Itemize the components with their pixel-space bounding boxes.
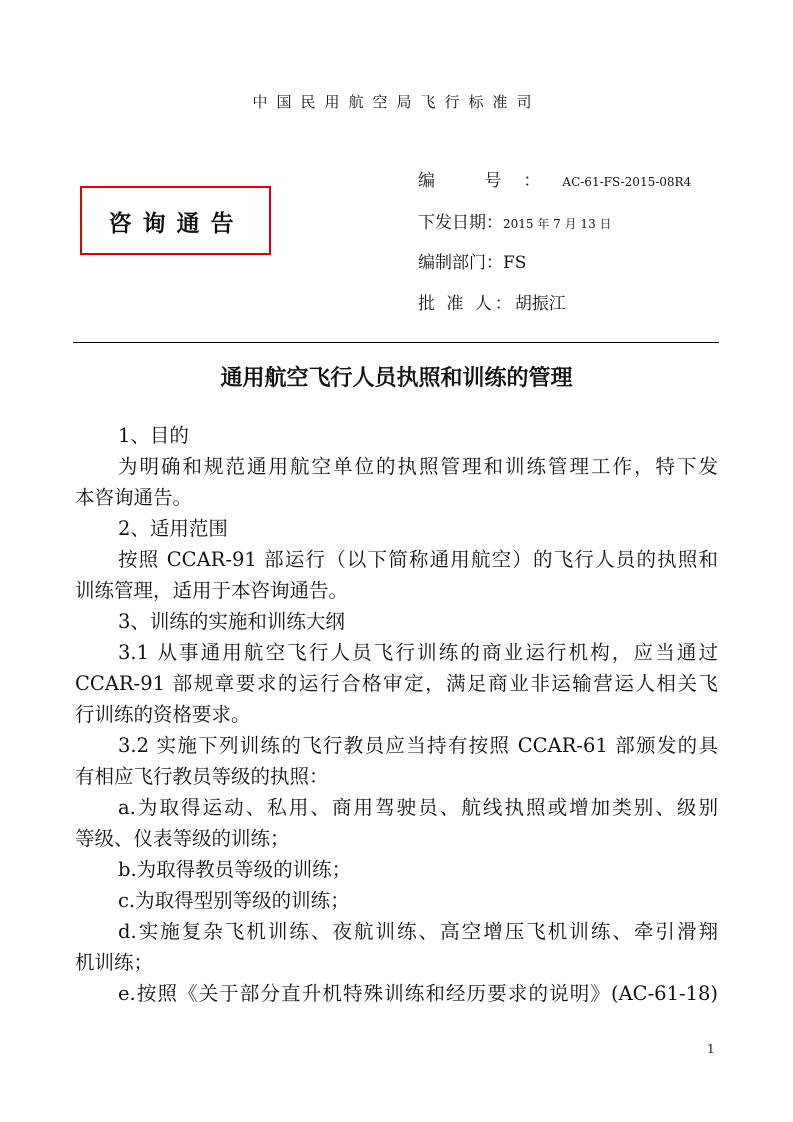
- list-item: e.按照《关于部分直升机特殊训练和经历要求的说明》(AC-61-18): [118, 982, 718, 1005]
- meta-number: [418, 166, 691, 191]
- list-item: a.为取得运动、私用、商用驾驶员、航线执照或增加类别、级别: [118, 796, 718, 819]
- advisory-circular-stamp: [80, 186, 271, 255]
- section-heading: 2、适用范围: [118, 517, 228, 540]
- meta-number-label: 编 号：: [418, 171, 563, 191]
- meta-date-label: 下发日期：: [418, 213, 503, 233]
- paragraph-line: 3.2 实施下列训练的飞行教员应当持有按照 CCAR-61 部颁发的具: [118, 734, 718, 757]
- meta-dept-value: FS: [503, 253, 527, 273]
- list-item-continuation: 等级、仪表等级的训练；: [75, 827, 290, 850]
- list-item: c.为取得型别等级的训练；: [118, 889, 350, 912]
- paragraph-line: 3.1 从事通用航空飞行人员飞行训练的商业运行机构，应当通过: [118, 641, 718, 664]
- paragraph-line: 按照 CCAR-91 部运行（以下简称通用航空）的飞行人员的执照和: [118, 548, 718, 571]
- issuing-authority: 中国民用航空局飞行标准司: [252, 93, 541, 111]
- list-item: b.为取得教员等级的训练；: [118, 858, 352, 881]
- meta-dept-label: 编制部门：: [418, 253, 503, 273]
- document-title: 通用航空飞行人员执照和训练的管理: [220, 365, 573, 391]
- section-heading: 1、目的: [118, 424, 189, 447]
- paragraph-line: 有相应飞行教员等级的执照：: [75, 765, 329, 788]
- meta-number-value: AC-61-FS-2015-08R4: [562, 175, 692, 189]
- section-heading: 3、训练的实施和训练大纲: [118, 610, 345, 633]
- paragraph-line: 训练管理，适用于本咨询通告。: [75, 579, 349, 602]
- meta-date: [418, 208, 612, 233]
- list-item-continuation: 机训练；: [75, 951, 154, 974]
- page-number: 1: [707, 1042, 715, 1056]
- stamp-label: 咨询通告: [108, 210, 245, 237]
- meta-approver-value: 胡振江: [514, 294, 566, 314]
- header-divider: [73, 342, 719, 343]
- paragraph-line: 为明确和规范通用航空单位的执照管理和训练管理工作，特下发: [118, 455, 718, 478]
- meta-approver-label: 批 准 人：: [418, 294, 515, 314]
- meta-dept: [418, 248, 526, 273]
- meta-date-value: 2015 年 7 月 13 日: [503, 217, 612, 231]
- meta-approver: [418, 289, 566, 314]
- paragraph-line: 本咨询通告。: [75, 486, 193, 509]
- paragraph-line: CCAR-91 部规章要求的运行合格审定，满足商业非运输营运人相关飞: [75, 672, 718, 695]
- paragraph-line: 行训练的资格要求。: [75, 703, 251, 726]
- list-item: d.实施复杂飞机训练、夜航训练、高空增压飞机训练、牵引滑翔: [118, 920, 718, 943]
